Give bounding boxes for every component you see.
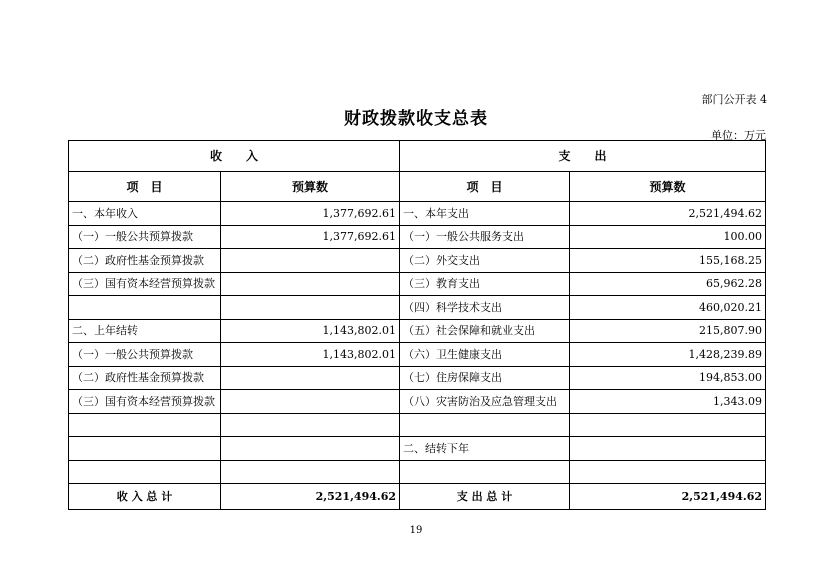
expense-item: （八）灾害防治及应急管理支出	[400, 390, 570, 414]
income-value	[221, 390, 400, 414]
income-value: 1,377,692.61	[221, 202, 400, 226]
table-row	[69, 437, 766, 461]
expense-item: 一、本年支出	[400, 202, 570, 226]
expense-value: 1,428,239.89	[570, 343, 766, 367]
expense-item: （二）外交支出	[400, 249, 570, 273]
table-row	[69, 343, 766, 367]
table-row	[69, 319, 766, 343]
expense-value	[570, 437, 766, 461]
income-item-header: 项 目	[69, 172, 221, 202]
expense-budget-header: 预算数	[570, 172, 766, 202]
income-item: （一）一般公共预算拨款	[69, 225, 221, 249]
income-item: （二）政府性基金预算拨款	[69, 249, 221, 273]
table-row	[69, 272, 766, 296]
expense-item-header: 项 目	[400, 172, 570, 202]
income-value: 1,377,692.61	[221, 225, 400, 249]
income-value: 1,143,802.01	[221, 343, 400, 367]
income-value: 1,143,802.01	[221, 319, 400, 343]
table-row	[69, 366, 766, 390]
total-row	[69, 484, 766, 510]
expense-item: （七）住房保障支出	[400, 366, 570, 390]
income-item	[69, 413, 221, 437]
expense-value: 65,962.28	[570, 272, 766, 296]
expense-total-label: 支 出 总 计	[400, 484, 570, 510]
income-section-header: 收 入	[69, 141, 400, 172]
expense-section-header: 支 出	[400, 141, 766, 172]
income-total-label: 收 入 总 计	[69, 484, 221, 510]
expense-value: 194,853.00	[570, 366, 766, 390]
expense-value: 460,020.21	[570, 296, 766, 320]
income-value	[221, 413, 400, 437]
income-item: （二）政府性基金预算拨款	[69, 366, 221, 390]
income-budget-header: 预算数	[221, 172, 400, 202]
income-item	[69, 437, 221, 461]
table-row	[69, 225, 766, 249]
income-value	[221, 296, 400, 320]
table-row	[69, 296, 766, 320]
expense-value	[570, 413, 766, 437]
page-title: 财政拨款收支总表	[344, 109, 488, 129]
expense-value: 100.00	[570, 225, 766, 249]
expense-value: 215,807.90	[570, 319, 766, 343]
budget-table	[68, 140, 766, 510]
expense-value	[570, 460, 766, 484]
income-item: 一、本年收入	[69, 202, 221, 226]
expense-item: （一）一般公共服务支出	[400, 225, 570, 249]
expense-value: 2,521,494.62	[570, 202, 766, 226]
income-item: 二、上年结转	[69, 319, 221, 343]
table-row	[69, 390, 766, 414]
income-item	[69, 296, 221, 320]
expense-value: 155,168.25	[570, 249, 766, 273]
column-header-row	[69, 172, 766, 202]
income-value	[221, 366, 400, 390]
section-header-row	[69, 141, 766, 172]
expense-item: 二、结转下年	[400, 437, 570, 461]
expense-item: （三）教育支出	[400, 272, 570, 296]
income-value	[221, 272, 400, 296]
table-row	[69, 202, 766, 226]
expense-item: （六）卫生健康支出	[400, 343, 570, 367]
income-item	[69, 460, 221, 484]
table-row	[69, 249, 766, 273]
page-number: 19	[409, 525, 423, 536]
income-total-value: 2,521,494.62	[221, 484, 400, 510]
expense-total-value: 2,521,494.62	[570, 484, 766, 510]
table-row	[69, 413, 766, 437]
doc-code: 部门公开表 4	[701, 93, 767, 106]
expense-value: 1,343.09	[570, 390, 766, 414]
expense-item	[400, 460, 570, 484]
unit-label: 单位：万元	[711, 129, 766, 142]
income-value	[221, 437, 400, 461]
income-value	[221, 249, 400, 273]
income-item: （三）国有资本经营预算拨款	[69, 272, 221, 296]
income-item: （一）一般公共预算拨款	[69, 343, 221, 367]
table-row	[69, 460, 766, 484]
expense-item: （四）科学技术支出	[400, 296, 570, 320]
expense-item: （五）社会保障和就业支出	[400, 319, 570, 343]
expense-item	[400, 413, 570, 437]
income-item: （三）国有资本经营预算拨款	[69, 390, 221, 414]
income-value	[221, 460, 400, 484]
